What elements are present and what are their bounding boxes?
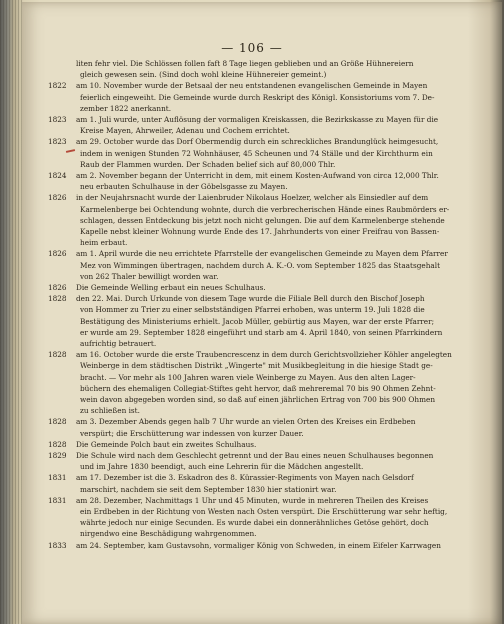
entry-year: 1822 — [48, 81, 67, 91]
entry-line: Mez von Wimmingen übertragen, nachdem durch A. K.-O. vom September 1825 das Staatsgehalt — [80, 260, 441, 270]
page-number: — 106 — — [221, 41, 283, 55]
entry-line: Raub der Flammen wurden. Der Schaden belief sich auf 80,000 Thlr. — [80, 159, 336, 169]
entry-year: 1824 — [48, 171, 67, 180]
entry-year: 1831 — [48, 473, 67, 483]
entry-year: 1823 — [48, 115, 67, 124]
entry-line: am 16. October wurde die erste Traubencrescenz in dem durch Gerichtsvollzieher Köhler angelegten — [76, 350, 452, 360]
entry-line: marschirt, nachdem sie seit dem September 1830 hier stationirt war. — [80, 484, 337, 494]
entry-line: verspürt; die Erschütterung war indessen von kurzer Dauer. — [80, 428, 304, 438]
entry-year: 1833 — [48, 540, 67, 550]
entry-line: neu erbauten Schulhause in der Göbelsgasse zu Mayen. — [80, 182, 288, 192]
entry-line: Karmelenberge bei Ochtendung wohnte, durch die verbrecherischen Hände eines Raubmörders er- — [80, 204, 450, 214]
entry-line: von Hommer zu Trier zu einer selbstständigen Pfarrei erhoben, was unterm 19. Juli 1828 die — [80, 305, 425, 315]
entry-line: Die Gemeinde Polch baut ein zweites Schulhaus. — [76, 439, 257, 449]
entry-line: am 28. Dezember, Nachmittags 1 Uhr und 45 Minuten, wurde in mehreren Theilen des Kreises — [76, 495, 429, 505]
page-edges — [0, 0, 22, 624]
entry-year: 1831 — [48, 495, 67, 505]
entry-line: Kreise Mayen, Ahrweiler, Adenau und Cochem errichtet. — [80, 126, 290, 136]
entry-year: 1826 — [48, 283, 67, 292]
entry-line: Die Gemeinde Welling erbaut ein neues Schulhaus. — [76, 283, 266, 292]
entry-line: bracht. — Vor mehr als 100 Jahren waren viele Weinberge zu Mayen. Aus den alten Lager- — [80, 372, 416, 382]
entry-line: währte jedoch nur einige Secunden. Es wurde dabei ein donnerähnliches Getöse gehört, doch — [80, 518, 429, 528]
entry-line: ein Erdbeben in der Richtung von Westen nach Osten verspürt. Die Erschütterung war sehr heftig, — [80, 507, 448, 516]
entry-year: 1829 — [48, 451, 67, 460]
entry-line: büchern des ehemaligen Collegiat-Stiftes geht hervor, daß mehreremal 70 bis 90 Ohmen Zehnt- — [80, 383, 436, 393]
entry-year: 1828 — [48, 417, 67, 427]
entry-line: Kapelle nebst kleiner Wohnung wurde Ende des 17. Jahrhunderts von einer Freifrau von Bassen- — [80, 227, 440, 236]
entry-line: er wurde am 29. September 1828 eingeführt und starb am 4. April 1840, von seinen Pfarrkindern — [80, 327, 443, 337]
entry-line: und im Jahre 1830 beendigt, auch eine Lehrerin für die Mädchen angestellt. — [80, 462, 364, 472]
entry-year: 1823 — [48, 137, 67, 147]
entry-line: am 10. November wurde der Betsaal der neu entstandenen evangelischen Gemeinde in Mayen — [76, 81, 428, 91]
entry-line: Die Schule wird nach dem Geschlecht getrennt und der Bau eines neuen Schulhauses begonnen — [76, 451, 434, 460]
entry-line: von 262 Thaler bewilligt worden war. — [80, 271, 219, 281]
entry-line: zu schließen ist. — [80, 406, 140, 416]
entry-line: zember 1822 anerkannt. — [80, 103, 172, 113]
entry-line: heim erbaut. — [80, 238, 128, 248]
entry-line: schlagen, dessen Entdeckung bis jetzt noch nicht gelungen. Die auf dem Karmelenberge stehende — [80, 215, 445, 225]
entry-line: am 2. November begann der Unterricht in dem, mit einem Kosten-Aufwand von circa 12,000 Thlr. — [76, 171, 439, 180]
entry-line: aufrichtig betrauert. — [80, 339, 157, 348]
entry-line: in der Neujahrsnacht wurde der Laienbruder Nikolaus Hoelzer, welcher als Einsiedler auf dem — [76, 193, 429, 203]
entry-line: gleich gewesen sein. (Sind doch wohl kleine Hühnereier gemeint.) — [80, 70, 327, 80]
entry-line: am 29. October wurde das Dorf Obermendig durch ein schreckliches Brandunglück heimgesucht, — [76, 137, 439, 147]
entry-line: am 3. Dezember Abends gegen halb 7 Uhr wurde an vielen Orten des Kreises ein Erdbeben — [76, 417, 416, 427]
entry-line: liten fehr viel. Die Schlössen follen faft 8 Tage liegen geblieben und an Größe Hühnereiern — [76, 59, 414, 68]
entry-line: feierlich eingeweiht. Die Gemeinde wurde durch Reskript des Königl. Konsistoriums vom 7. De- — [80, 92, 435, 102]
entry-year: 1826 — [48, 249, 67, 259]
page-shadow — [468, 0, 504, 624]
entry-year: 1828 — [48, 294, 67, 304]
entry-line: Bestätigung des Ministeriums erhielt. Jacob Müller, gebürtig aus Mayen, war der erste Pfarrer; — [80, 316, 435, 326]
entry-line: am 1. Juli wurde, unter Auflösung der vormaligen Kreiskassen, die Bezirkskasse zu Mayen für die — [76, 115, 439, 124]
entry-line: den 22. Mai. Durch Urkunde von diesem Tage wurde die Filiale Bell durch den Bischof Joseph — [76, 294, 425, 304]
entry-line: am 17. Dezember ist die 3. Eskadron des 8. Kürassier-Regiments von Mayen nach Gelsdorf — [76, 473, 414, 483]
entry-line: am 1. April wurde die neu errichtete Pfarrstelle der evangelischen Gemeinde zu Mayen dem Pfarrer — [76, 249, 448, 259]
entry-year: 1828 — [48, 350, 67, 360]
entry-line: wein davon abgegeben worden sind, so daß auf einen jährlichen Ertrag von 700 bis 900 Ohmen — [80, 395, 436, 404]
entry-line: Weinberge in dem städtischen Distrikt „Wingerte" mit Musikbegleitung in die hiesige Stadt ge- — [80, 361, 433, 371]
entry-line: nirgendwo eine Beschädigung wahrgenommen. — [80, 529, 257, 539]
entry-year: 1828 — [48, 439, 67, 449]
entry-year: 1826 — [48, 193, 67, 203]
entry-line: indem in wenigen Stunden 72 Wohnhäuser, 45 Scheunen und 74 Ställe und der Kirchthurm ein — [80, 148, 433, 158]
entry-line: am 24. September, kam Gustavsohn, vormaliger König von Schweden, in einem Eifeler Karrwagen — [76, 540, 441, 550]
